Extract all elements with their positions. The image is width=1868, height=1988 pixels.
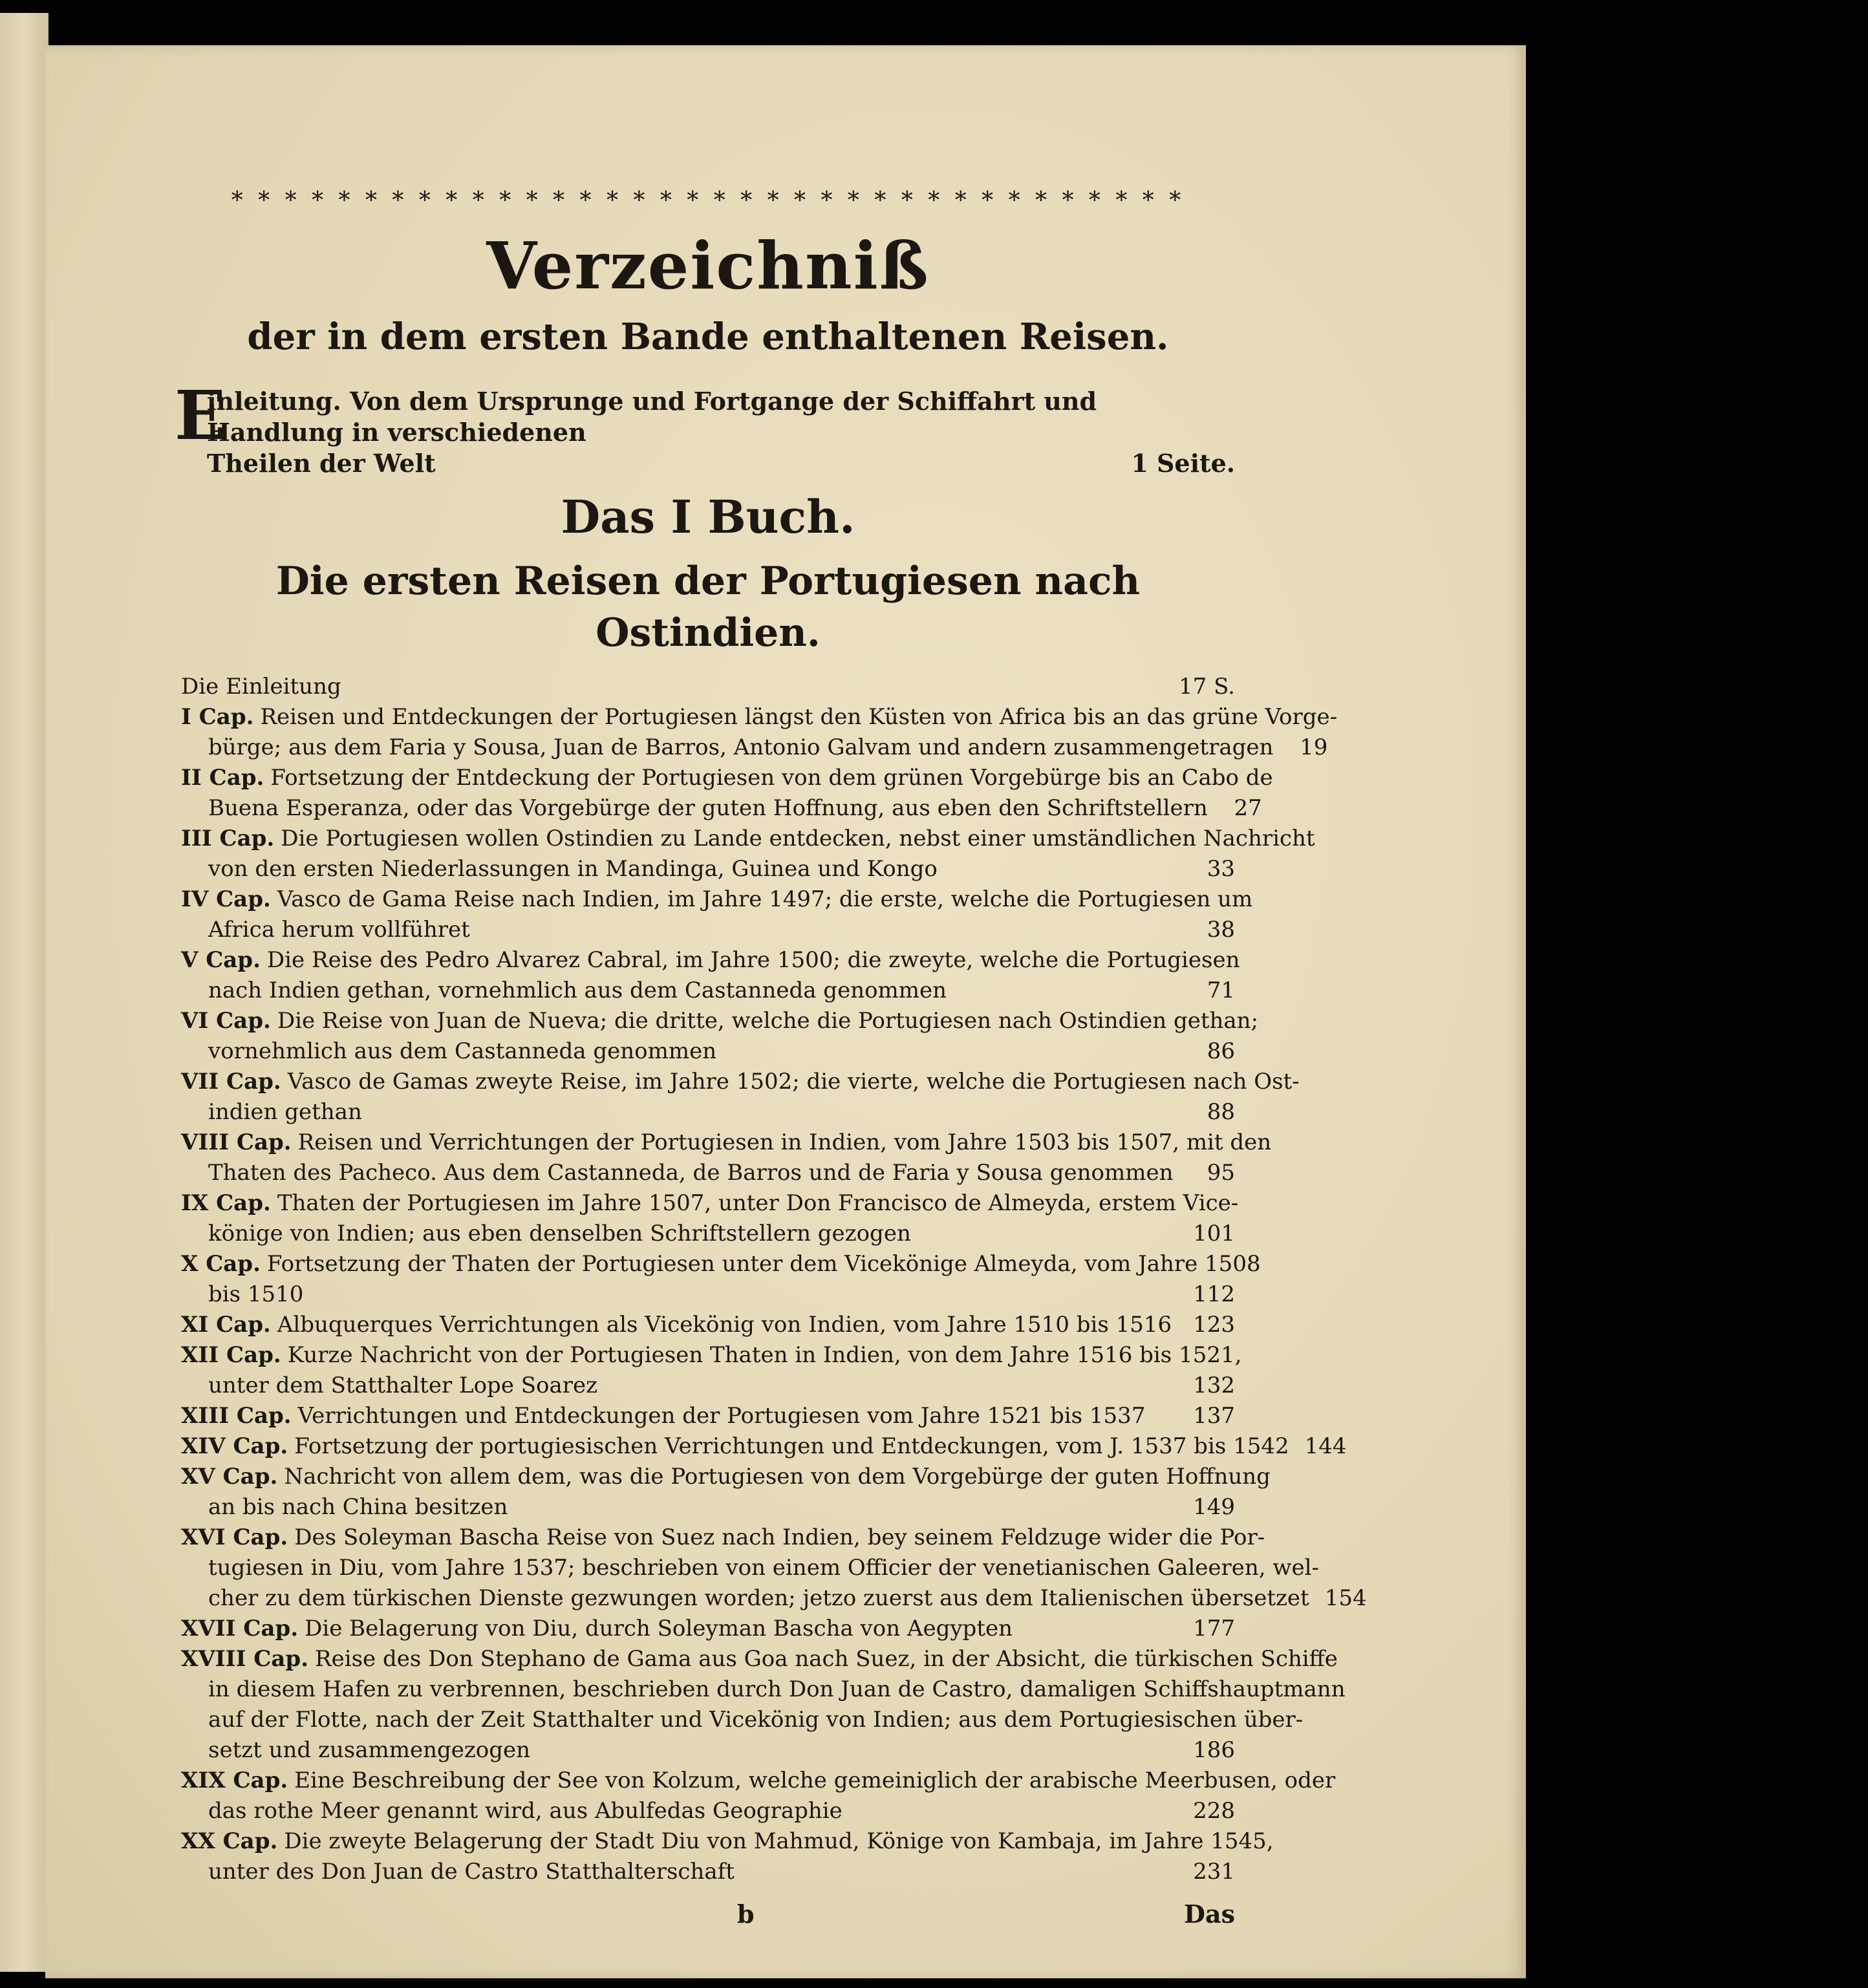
toc-chapter-number: XI Cap. (181, 1312, 271, 1338)
toc-entry-line-text: indien gethan (208, 1099, 362, 1125)
toc-entry-line (181, 793, 1262, 824)
toc-chapter-number: I Cap. (181, 704, 254, 730)
toc-entry-text (181, 1431, 1289, 1462)
toc-chapter-number: XX Cap. (181, 1828, 278, 1854)
toc-entry-line (181, 1219, 1235, 1249)
toc-entry-line (181, 1614, 1235, 1644)
toc-entry-line-text: vornehmlich aus dem Castanneda genommen (208, 1038, 717, 1064)
toc-page-number: 86 (1207, 1038, 1235, 1064)
catchword: Das (1184, 1899, 1235, 1929)
toc-entry-line-text: bürge; aus dem Faria y Sousa, Juan de Barros, Antonio Galvam und andern zusammengetragen (208, 734, 1274, 760)
toc-entry-text (181, 1310, 1177, 1340)
toc-entry-line (181, 1036, 1235, 1067)
toc-entry-line-text: Albuquerques Verrichtungen als Vicekönig von Indien, vom Jahre 1510 bis 1516 (277, 1312, 1172, 1338)
page-subtitle: der in dem ersten Bande enthaltenen Reisen. (247, 315, 1169, 358)
toc-entry-line-text: Thaten des Pacheco. Aus dem Castanneda, de Barros und de Faria y Sousa genommen (208, 1160, 1174, 1186)
toc-entry-line (181, 1128, 1272, 1158)
toc-entry (181, 884, 1253, 945)
toc-entry-line (181, 1644, 1338, 1674)
toc-entry-line (181, 1371, 1235, 1401)
toc-page-number: 149 (1193, 1494, 1235, 1520)
toc-entry-line (181, 1340, 1242, 1371)
toc-entry (181, 1523, 1367, 1614)
toc-entry-text (208, 1279, 1177, 1310)
toc-page-number: 231 (1193, 1859, 1235, 1885)
toc-entry-text (208, 1158, 1181, 1188)
toc-entry-text (208, 1674, 1346, 1705)
toc-entry-line-text: bis 1510 (208, 1281, 304, 1307)
toc-entry (181, 1614, 1235, 1644)
toc-entry-line (181, 1766, 1336, 1796)
toc-entry-text (208, 854, 1181, 884)
toc-entry (181, 824, 1315, 884)
toc-page-number: 123 (1193, 1312, 1235, 1338)
toc-chapter-number: VIII Cap. (181, 1129, 292, 1155)
toc-entry-text (181, 1644, 1338, 1674)
toc-chapter-number: IV Cap. (181, 886, 271, 912)
book-heading: Das I Buch. (561, 490, 855, 544)
toc-page-number: 154 (1324, 1585, 1367, 1611)
toc-entry-text (208, 793, 1208, 824)
toc-entry-text (181, 1249, 1261, 1279)
toc-entry-line-text: Die Portugiesen wollen Ostindien zu Lande entdecken, nebst einer umständlichen Nachricht (281, 826, 1315, 851)
toc-entry-line-text: Buena Esperanza, oder das Vorgebürge der guten Hoffnung, aus eben den Schriftstellern (208, 795, 1208, 821)
introduction-entry (175, 376, 1235, 479)
toc-entry-line (181, 1857, 1235, 1887)
toc-entry-text (181, 1523, 1265, 1553)
toc-entry-line-text: Nachricht von allem dem, was die Portugiesen von dem Vorgebürge der guten Hoffnung (284, 1464, 1271, 1490)
toc-entry-line-text: Africa herum vollführet (208, 917, 470, 943)
toc-page-number: 71 (1207, 978, 1235, 1003)
toc-chapter-number: VII Cap. (181, 1069, 281, 1095)
toc-entry-text (208, 1492, 1177, 1523)
toc-page-number: 33 (1207, 856, 1235, 882)
toc-entry-text (181, 672, 1163, 702)
toc-entry-line-text: Fortsetzung der portugiesischen Verrichtungen und Entdeckungen, vom J. 1537 bis 1542 (294, 1433, 1289, 1459)
ornament-row: * * * * * * * * * * * * * * * * * * * * * * * * * * * * * * * * * * * * (231, 187, 1185, 214)
drop-cap: E (175, 376, 226, 455)
toc-entry-line (181, 702, 1338, 732)
toc-entry-text (208, 1097, 1181, 1128)
toc-entry-line (181, 672, 1235, 702)
toc-entry-line (181, 1553, 1319, 1583)
toc-entry-line (181, 945, 1240, 976)
toc-entry-line-text: von den ersten Niederlassungen in Mandinga, Guinea und Kongo (208, 856, 938, 882)
toc-entry-line-text: Die Reise von Juan de Nueva; die dritte, welche die Portugiesen nach Ostindien gethan; (277, 1008, 1259, 1034)
toc-entry-line-text: setzt und zusammengezogen (208, 1737, 531, 1763)
toc-chapter-number: IX Cap. (181, 1190, 271, 1216)
toc-entry-line-text: tugiesen in Diu, vom Jahre 1537; beschrieben von einem Officier der venetianischen Galeeren, wel- (208, 1555, 1319, 1581)
toc-page-number: 38 (1207, 917, 1235, 943)
signature-mark: b (737, 1899, 755, 1929)
toc-entry-line (181, 1401, 1235, 1431)
toc-entry-line-text: Die Reise des Pedro Alvarez Cabral, im Jahre 1500; die zweyte, welche die Portugiesen (266, 947, 1240, 973)
toc-entry (181, 1462, 1271, 1523)
toc-entry-text (208, 1583, 1309, 1614)
toc-entry-text (208, 1705, 1303, 1735)
toc-entry (181, 1826, 1274, 1887)
toc-entry-line (181, 854, 1235, 884)
toc-entry-text (181, 884, 1252, 915)
toc-entry-line-text: Reise des Don Stephano de Gama aus Goa nach Suez, in der Absicht, die türkischen Schiffe (315, 1646, 1338, 1672)
toc-entry-line (181, 1826, 1274, 1857)
intro-lead: inleitung. (207, 387, 341, 416)
toc-entry-line (181, 1492, 1235, 1523)
toc-entry (181, 1766, 1336, 1826)
toc-entry (181, 763, 1273, 824)
toc-entry-line-text: Verrichtungen und Entdeckungen der Portugiesen vom Jahre 1521 bis 1537 (297, 1403, 1146, 1429)
book-subheading: Die ersten Reisen der Portugiesen nach Ostindien. (275, 559, 1141, 656)
intro-text-2: Theilen der Welt (207, 449, 436, 478)
toc-entry-line (181, 824, 1315, 854)
intro-page: 1 Seite. (1131, 449, 1235, 478)
toc-entry-line-text: Die Einleitung (181, 674, 341, 700)
toc-page-number: 95 (1207, 1160, 1235, 1186)
toc-entry-line-text: auf der Flotte, nach der Zeit Statthalter und Vicekönig von Indien; aus dem Portugiesischen über- (208, 1707, 1304, 1733)
toc-entry-text (208, 915, 1181, 945)
toc-entry-text (208, 976, 1181, 1006)
toc-page-number: 228 (1193, 1798, 1235, 1824)
toc-entry-line (181, 1279, 1235, 1310)
toc-entry-text (181, 1401, 1177, 1431)
toc-page-number: 101 (1193, 1221, 1235, 1246)
toc-chapter-number: XIII Cap. (181, 1403, 292, 1429)
toc-chapter-number: XVI Cap. (181, 1524, 288, 1550)
toc-entry-text (181, 1766, 1335, 1796)
table-of-contents (181, 672, 1367, 1887)
toc-entry-line (181, 1796, 1235, 1826)
toc-entry-line (181, 1431, 1347, 1462)
toc-chapter-number: II Cap. (181, 765, 264, 791)
toc-page-number: 177 (1193, 1616, 1235, 1641)
toc-entry-line-text: Thaten der Portugiesen im Jahre 1507, unter Don Francisco de Almeyda, erstem Vice- (277, 1190, 1239, 1216)
toc-entry (181, 672, 1235, 702)
toc-entry (181, 1340, 1242, 1401)
toc-entry-line-text: Vasco de Gama Reise nach Indien, im Jahre 1497; die erste, welche die Portugiesen um (277, 886, 1253, 912)
toc-entry-line-text: Reisen und Verrichtungen der Portugiesen in Indien, vom Jahre 1503 bis 1507, mit den (297, 1129, 1272, 1155)
toc-entry (181, 945, 1240, 1006)
toc-entry-text (181, 702, 1337, 732)
toc-entry-line (181, 1462, 1271, 1492)
toc-entry-line (181, 1158, 1235, 1188)
toc-chapter-number: XVII Cap. (181, 1616, 299, 1641)
intro-line-2 (207, 448, 1235, 479)
toc-entry-line-text: Die zweyte Belagerung der Stadt Diu von Mahmud, Könige von Kambaja, im Jahre 1545, (284, 1828, 1274, 1854)
toc-chapter-number: XV Cap. (181, 1464, 278, 1490)
page-content (175, 187, 1367, 1932)
toc-chapter-number: VI Cap. (181, 1008, 271, 1034)
toc-chapter-number: XIV Cap. (181, 1433, 288, 1459)
toc-entry-line-text: Vasco de Gamas zweyte Reise, im Jahre 1502; die vierte, welche die Portugiesen nach Ost- (287, 1069, 1300, 1095)
toc-entry-text (208, 1735, 1177, 1766)
toc-entry (181, 1188, 1239, 1249)
toc-entry (181, 1249, 1261, 1310)
toc-entry-line (181, 1735, 1235, 1766)
toc-entry-line-text: an bis nach China besitzen (208, 1494, 508, 1520)
intro-text-1: Von dem Ursprunge und Fortgange der Schiffahrt und Handlung in verschiedenen (207, 387, 1097, 447)
toc-entry-text (181, 1614, 1177, 1644)
toc-entry-line-text: Die Belagerung von Diu, durch Soleyman Bascha von Aegypten (305, 1616, 1013, 1641)
toc-chapter-number: XII Cap. (181, 1342, 281, 1368)
toc-page-number: 17 S. (1179, 674, 1235, 700)
toc-entry-text (208, 732, 1273, 763)
toc-entry-line (181, 1310, 1235, 1340)
toc-entry-text (208, 1857, 1177, 1887)
toc-chapter-number: V Cap. (181, 947, 261, 973)
page-title: Verzeichniß (486, 228, 930, 304)
toc-entry-text (208, 1796, 1177, 1826)
toc-entry (181, 1401, 1235, 1431)
toc-entry-text (181, 1128, 1271, 1158)
toc-entry-line (181, 732, 1328, 763)
toc-entry-line-text: Eine Beschreibung der See von Kolzum, welche gemeiniglich der arabische Meerbusen, oder (294, 1768, 1336, 1793)
toc-entry-line-text: nach Indien gethan, vornehmlich aus dem Castanneda genommen (208, 978, 947, 1003)
toc-entry (181, 1128, 1272, 1188)
toc-entry-line-text: Fortsetzung der Entdeckung der Portugiesen von dem grünen Vorgebürge bis an Cabo de (270, 765, 1273, 791)
toc-chapter-number: XIX Cap. (181, 1768, 288, 1793)
toc-entry-line (181, 1674, 1346, 1705)
toc-page-number: 144 (1304, 1433, 1347, 1459)
book-page (45, 45, 1526, 1978)
toc-entry-line-text: Kurze Nachricht von der Portugiesen Thaten in Indien, von dem Jahre 1516 bis 1521, (287, 1342, 1242, 1368)
toc-entry-line (181, 915, 1235, 945)
toc-chapter-number: XVIII Cap. (181, 1646, 309, 1672)
toc-entry (181, 1067, 1300, 1128)
page-footer (181, 1896, 1235, 1932)
toc-entry (181, 1310, 1235, 1340)
toc-entry-line-text: das rothe Meer genannt wird, aus Abulfedas Geographie (208, 1798, 843, 1824)
toc-entry-line (181, 1006, 1259, 1036)
toc-page-number: 27 (1234, 795, 1262, 821)
toc-entry-text (181, 824, 1315, 854)
toc-entry-text (181, 763, 1273, 793)
toc-entry-text (181, 1340, 1241, 1371)
book-spine-edge (0, 13, 48, 1972)
toc-entry (181, 1006, 1259, 1067)
toc-entry-text (181, 1006, 1258, 1036)
toc-page-number: 112 (1193, 1281, 1235, 1307)
toc-entry-line (181, 763, 1273, 793)
toc-entry-text (208, 1036, 1181, 1067)
toc-entry-line-text: unter dem Statthalter Lope Soarez (208, 1373, 598, 1398)
toc-page-number: 137 (1193, 1403, 1235, 1429)
toc-page-number: 132 (1193, 1373, 1235, 1398)
toc-entry-line (181, 1583, 1367, 1614)
toc-entry-text (181, 1462, 1271, 1492)
toc-entry-line (181, 1067, 1300, 1097)
toc-entry-line-text: Des Soleyman Bascha Reise von Suez nach Indien, bey seinem Feldzuge wider die Por- (294, 1524, 1265, 1550)
toc-entry-text (181, 1826, 1274, 1857)
toc-entry-text (181, 945, 1240, 976)
toc-entry-line-text: könige von Indien; aus eben denselben Schriftstellern gezogen (208, 1221, 911, 1246)
toc-entry-line-text: cher zu dem türkischen Dienste gezwungen worden; jetzo zuerst aus dem Italienischen übersetzet (208, 1585, 1309, 1611)
toc-entry (181, 1431, 1347, 1462)
toc-entry-line-text: unter des Don Juan de Castro Statthalterschaft (208, 1859, 735, 1885)
intro-line-1 (207, 386, 1235, 448)
toc-page-number: 186 (1193, 1737, 1235, 1763)
toc-page-number: 19 (1300, 734, 1328, 760)
toc-entry-line (181, 884, 1253, 915)
toc-entry-line-text: Fortsetzung der Thaten der Portugiesen unter dem Vicekönige Almeyda, vom Jahre 1508 (266, 1251, 1261, 1277)
toc-entry-line (181, 1097, 1235, 1128)
toc-chapter-number: III Cap. (181, 826, 275, 851)
toc-chapter-number: X Cap. (181, 1251, 261, 1277)
toc-entry-line (181, 976, 1235, 1006)
toc-entry (181, 702, 1338, 763)
toc-entry-line (181, 1249, 1261, 1279)
toc-entry-line (181, 1188, 1239, 1219)
toc-entry (181, 1644, 1346, 1766)
toc-page-number: 88 (1207, 1099, 1235, 1125)
toc-entry-line-text: in diesem Hafen zu verbrennen, beschrieben durch Don Juan de Castro, damaligen Schiffshauptmann (208, 1676, 1346, 1702)
toc-entry-text (181, 1067, 1300, 1097)
toc-entry-line (181, 1705, 1304, 1735)
toc-entry-text (208, 1371, 1177, 1401)
toc-entry-text (208, 1553, 1319, 1583)
toc-entry-line-text: Reisen und Entdeckungen der Portugiesen längst den Küsten von Africa bis an das grüne Vorge- (260, 704, 1338, 730)
toc-entry-text (208, 1219, 1177, 1249)
toc-entry-text (181, 1188, 1238, 1219)
toc-entry-line (181, 1523, 1265, 1553)
